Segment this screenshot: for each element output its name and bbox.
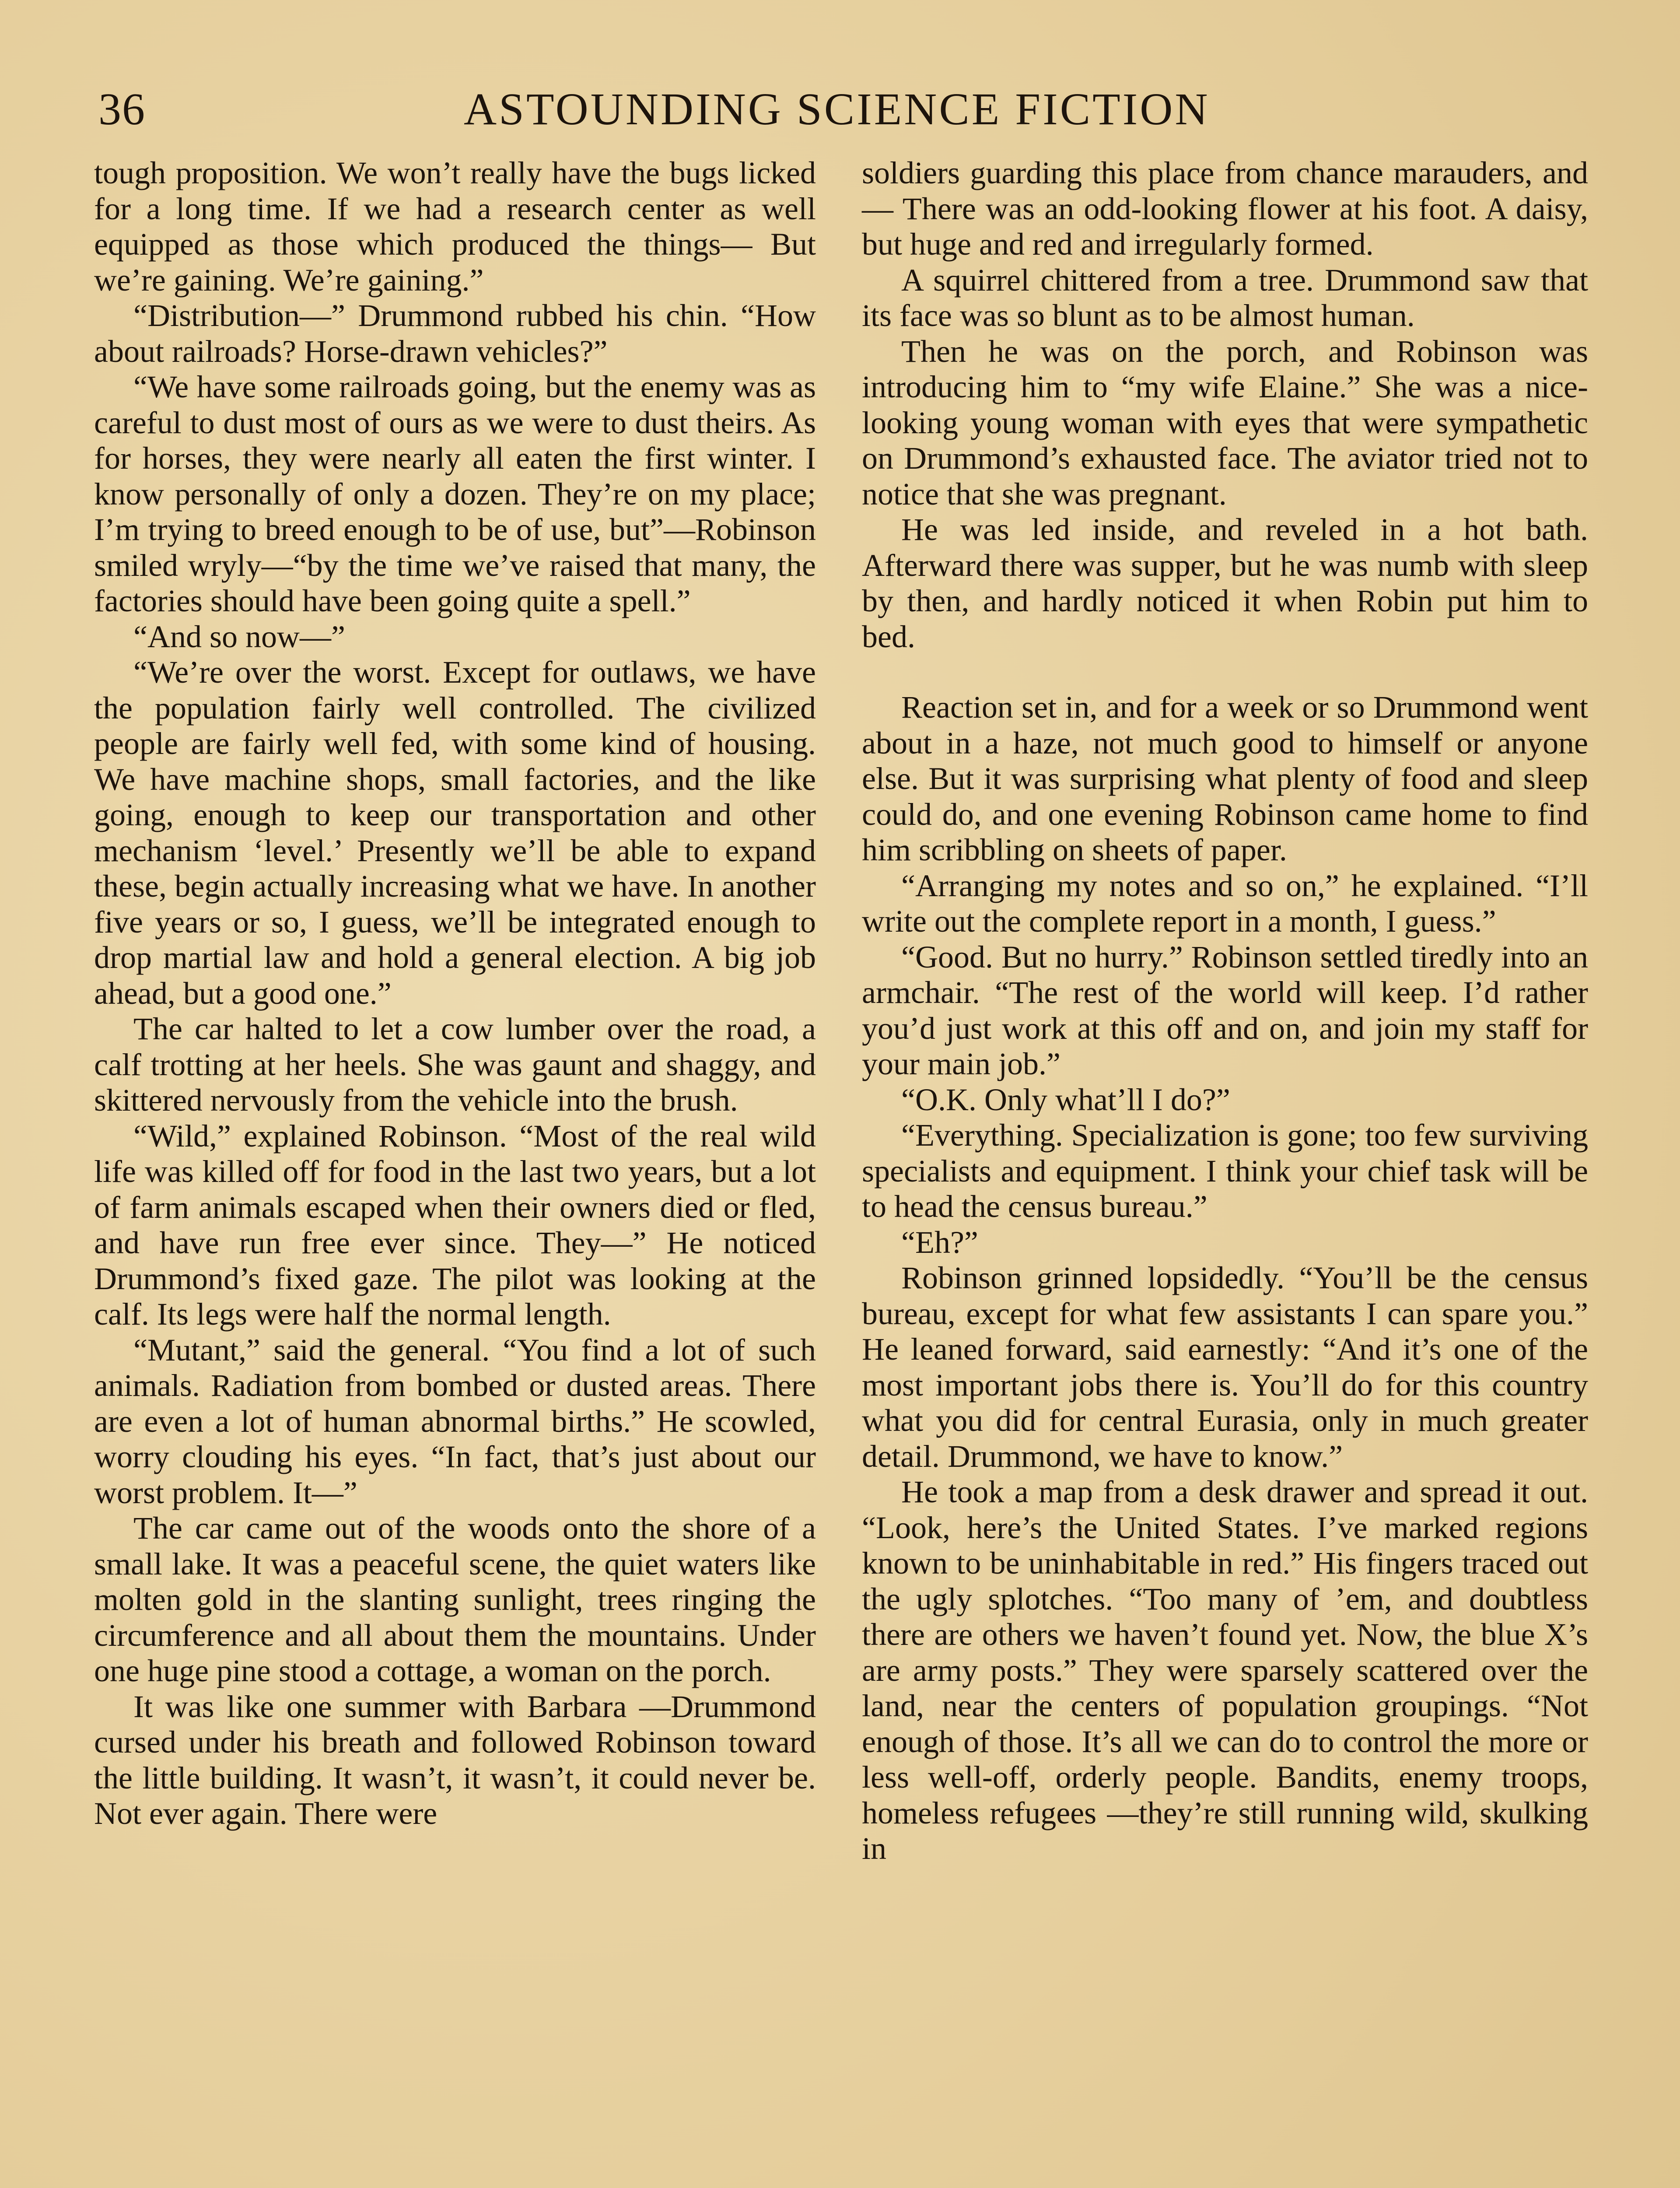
paragraph: “Eh?” — [901, 1224, 978, 1260]
paragraph: Robinson grinned lopsidedly. “You’ll be the census bureau, except for what few assistants I can spare you.” He leaned forward, said earnestly: “And it’s one of the most important jobs there is. You’ll do for this country what you did for central Eurasia, only in much greater detail. Drummond, we have to know.” — [862, 1260, 1588, 1474]
paragraph: “We’re over the worst. Except for outlaws, we have the population fairly well controlled. The civilized people are fairly well fed, with some kind of housing. We have machine shops, small factories, and the like going, enough to keep our transportation and other mechanism ‘level.’ Presently we’ll be able to expand these, begin actually increasing what we have. In another five years or so, I guess, we’ll be integrated enough to drop martial law and hold a general election. A big job ahead, but a good one.” — [94, 655, 816, 1011]
paragraph: “We have some railroads going, but the enemy was as careful to dust most of ours as we were to dust theirs. As for horses, they were nearly all eaten the first winter. I know personally of only a dozen. They’re on my place; I’m trying to breed enough to be of use, but”—Robinson smiled wryly—“by the time we’ve raised that many, the factories should have been going quite a spell.” — [94, 369, 816, 618]
paragraph: A squirrel chittered from a tree. Drummond saw that its face was so blunt as to be almost human. — [862, 262, 1588, 333]
paragraph: It was like one summer with Barbara —Drummond cursed under his breath and followed Robinson toward the little building. It wasn’t, it wasn’t, it could never be. Not ever again. There were — [94, 1689, 816, 1831]
right-column — [862, 155, 1588, 1867]
paragraph: “Good. But no hurry.” Robinson settled tiredly into an armchair. “The rest of the world will keep. I’d rather you’d just work at this off and on, and join my staff for your main job.” — [862, 939, 1588, 1081]
paragraph: “Mutant,” said the general. “You find a lot of such animals. Radiation from bombed or dusted areas. There are even a lot of human abnormal births.” He scowled, worry clouding his eyes. “In fact, that’s just about our worst problem. It—” — [94, 1332, 816, 1510]
paragraph: He was led inside, and reveled in a hot bath. Afterward there was supper, but he was numb with sleep by then, and hardly noticed it when Robin put him to bed. — [862, 512, 1588, 654]
paragraph: soldiers guarding this place from chance marauders, and— There was an odd-looking flower at his foot. A daisy, but huge and red and irregularly formed. — [862, 155, 1588, 262]
paragraph: “And so now—” — [133, 619, 345, 654]
running-title: ASTOUNDING SCIENCE FICTION — [464, 84, 1210, 134]
left-column — [94, 155, 816, 1832]
paragraph: “Wild,” explained Robinson. “Most of the real wild life was killed off for food in the last two years, but a lot of farm animals escaped when their owners died or fled, and have run free ever since. They—” He noticed Drummond’s fixed gaze. The pilot was looking at the calf. Its legs were half the normal length. — [94, 1118, 816, 1332]
paragraph: “Everything. Specialization is gone; too few surviving specialists and equipment. I think your chief task will be to head the census bureau.” — [862, 1118, 1588, 1224]
page-header — [94, 83, 1586, 140]
paragraph: The car came out of the woods onto the shore of a small lake. It was a peaceful scene, the quiet waters like molten gold in the slanting sunlight, trees ringing the circumference and all about them the mountains. Under one huge pine stood a cottage, a woman on the porch. — [94, 1511, 816, 1688]
paragraph: The car halted to let a cow lumber over the road, a calf trotting at her heels. She was gaunt and shaggy, and skittered nervously from the vehicle into the brush. — [94, 1011, 816, 1118]
page-number: 36 — [98, 84, 146, 134]
paragraph: tough proposition. We won’t really have the bugs licked for a long time. If we had a research center as well equipped as those which produced the things— But we’re gaining. We’re gaining.” — [94, 155, 816, 298]
paragraph: Reaction set in, and for a week or so Drummond went about in a haze, not much good to himself or anyone else. But it was surprising what plenty of food and sleep could do, and one evening Robinson came home to find him scribbling on sheets of paper. — [862, 690, 1588, 867]
paragraph: “Distribution—” Drummond rubbed his chin. “How about railroads? Horse-drawn vehicles?” — [94, 298, 816, 369]
paragraph: “Arranging my notes and so on,” he explained. “I’ll write out the complete report in a month, I guess.” — [862, 868, 1588, 939]
paragraph: “O.K. Only what’ll I do?” — [901, 1082, 1230, 1117]
paragraph: He took a map from a desk drawer and spread it out. “Look, here’s the United States. I’ve marked regions known to be uninhabitable in red.” His fingers traced out the ugly splotches. “Too many of ’em, and doubtless there are others we haven’t found yet. Now, the blue X’s are army posts.” They were sparsely scattered over the land, near the centers of population groupings. “Not enough of those. It’s all we can do to control the more or less well-off, orderly people. Bandits, enemy troops, homeless refugees —they’re still running wild, skulking in — [862, 1474, 1588, 1866]
paragraph: Then he was on the porch, and Robinson was introducing him to “my wife Elaine.” She was a nice-looking young woman with eyes that were sympathetic on Drummond’s exhausted face. The aviator tried not to notice that she was pregnant. — [862, 333, 1588, 512]
